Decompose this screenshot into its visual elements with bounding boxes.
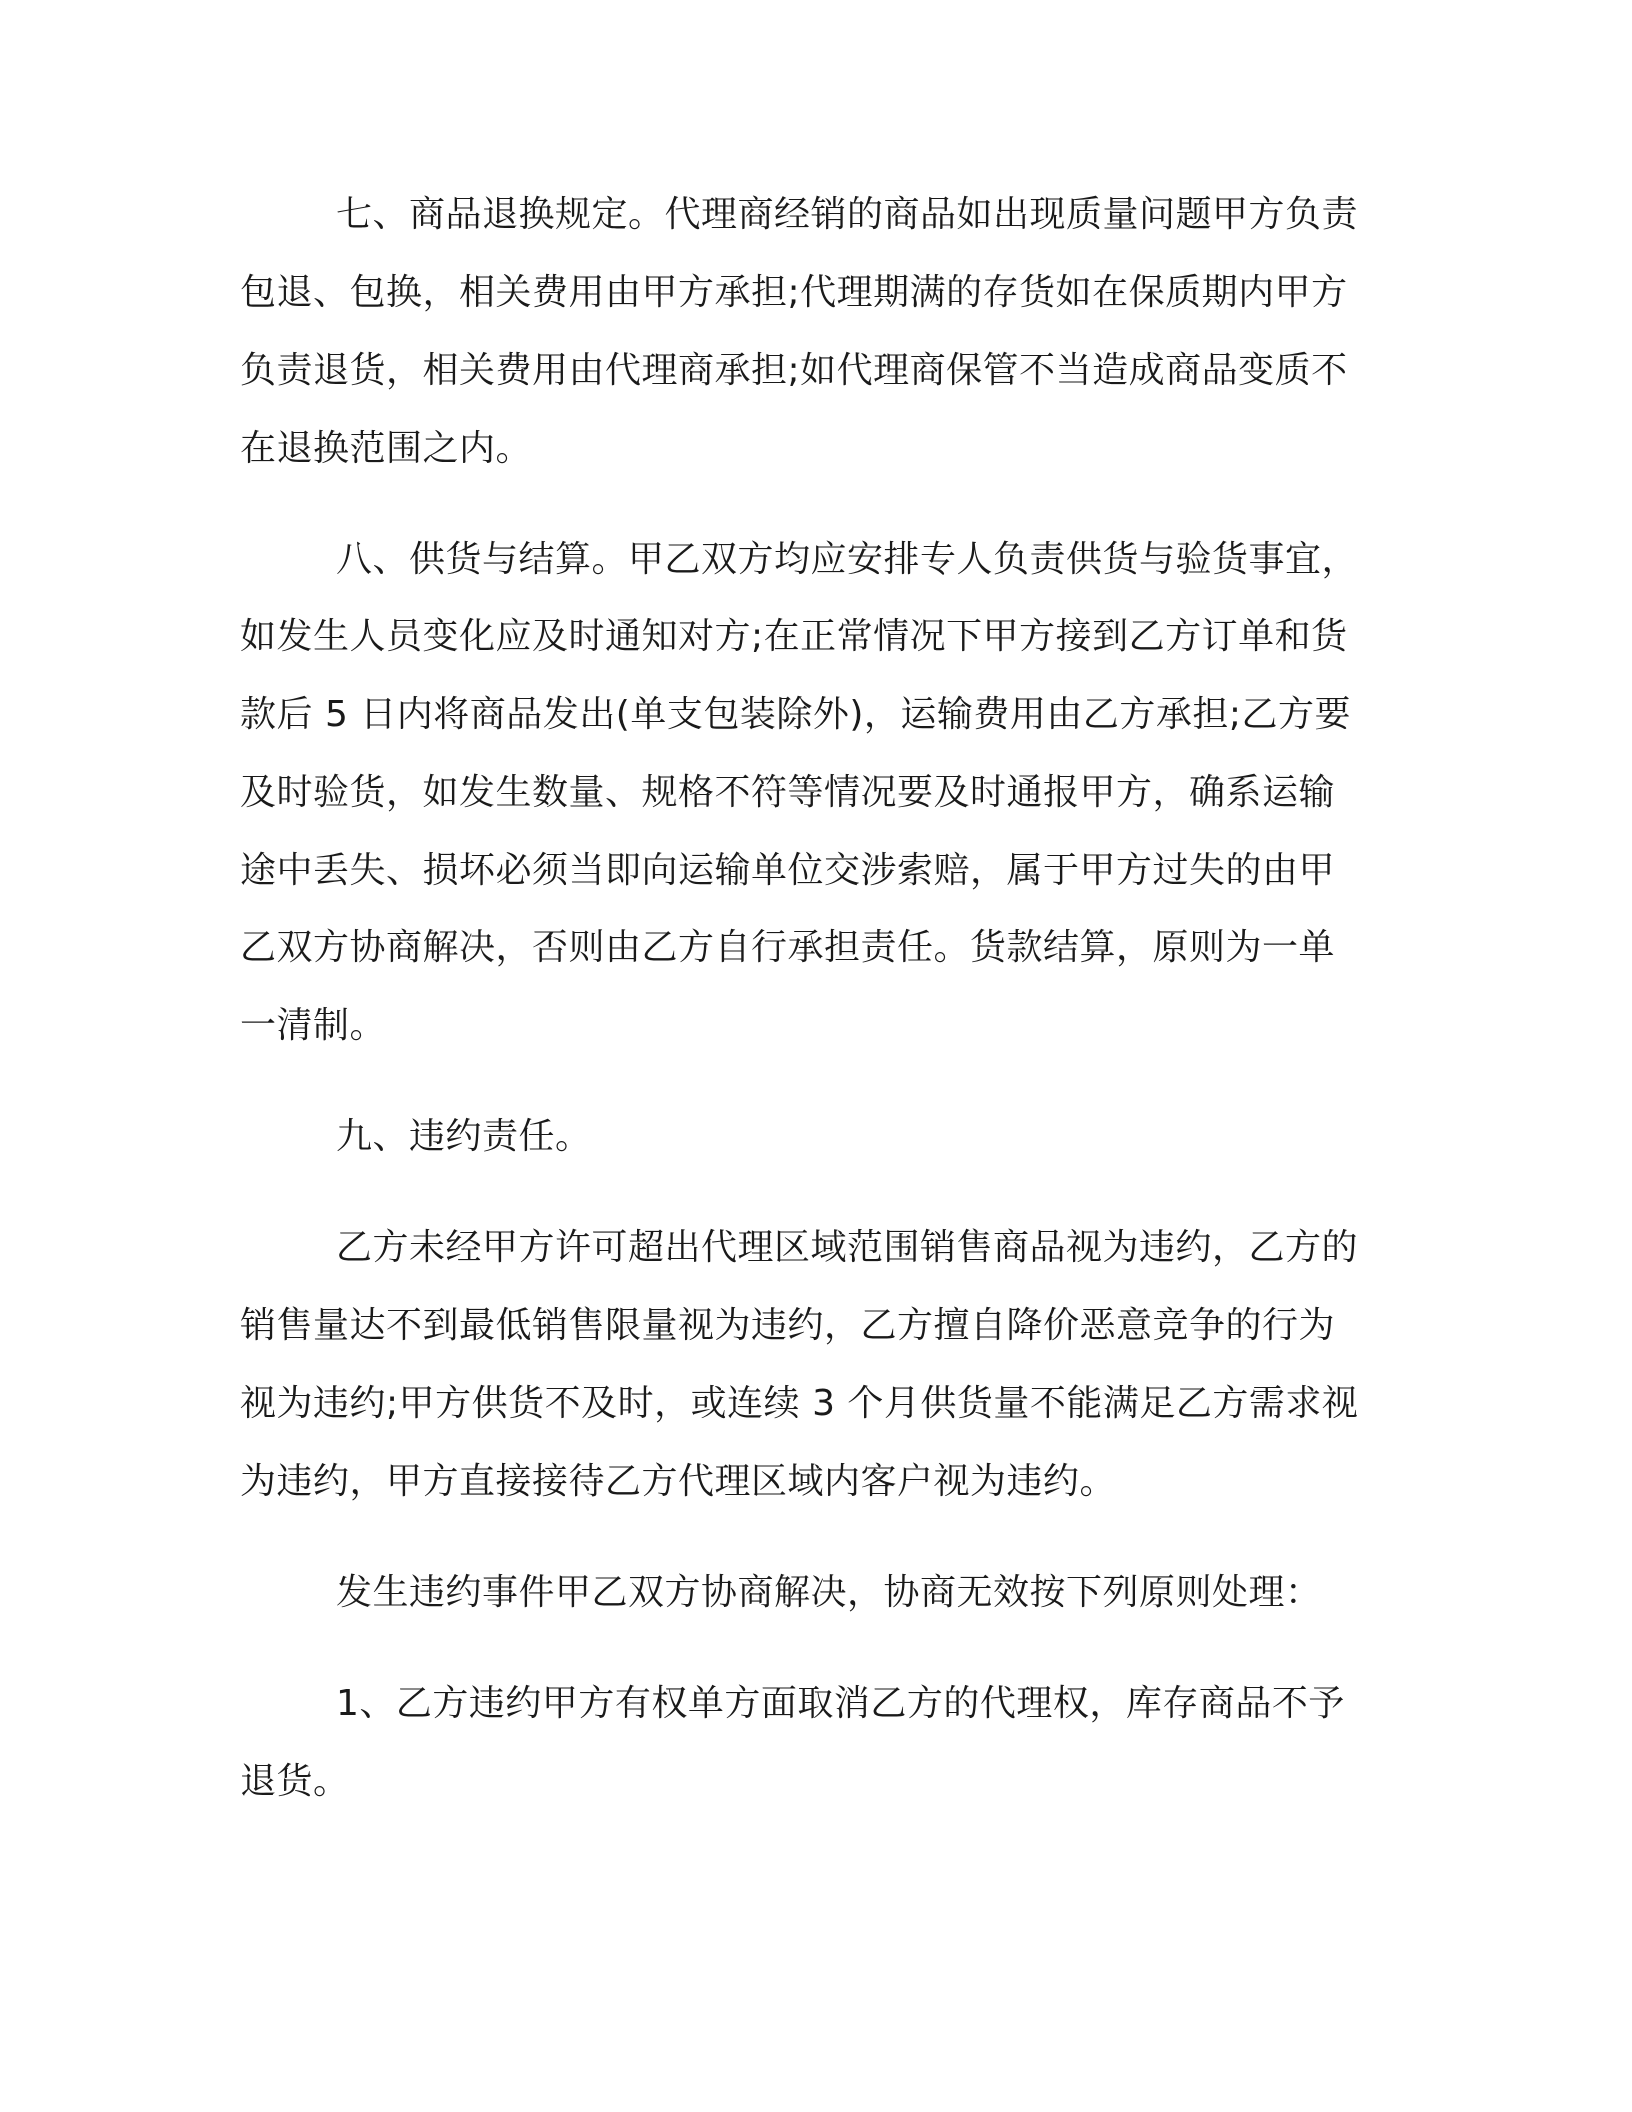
section-9-para2-line-1: 发生违约事件甲乙双方协商解决，协商无效按下列原则处理： [336,1572,1322,1613]
section-8-line-2: 如发生人员变化应及时通知对方;在正常情况下甲方接到乙方订单和货 [240,616,1348,657]
section-7-line-4: 在退换范围之内。 [240,428,533,469]
section-7-line-2: 包退、包换，相关费用由甲方承担;代理期满的存货如在保质期内甲方 [240,272,1348,313]
section-8-line-5: 途中丢失、损坏必须当即向运输单位交涉索赔，属于甲方过失的由甲 [240,850,1336,891]
section-9-item1-line-1: 1、乙方违约甲方有权单方面取消乙方的代理权，库存商品不予 [336,1683,1345,1724]
section-8-line-3: 款后 5 日内将商品发出(单支包装除外)，运输费用由乙方承担;乙方要 [240,694,1352,735]
section-8-line-6: 乙双方协商解决，否则由乙方自行承担责任。货款结算，原则为一单 [240,927,1336,968]
section-9-item1-line-2: 退货。 [240,1761,350,1802]
section-9-heading: 九、违约责任。 [336,1116,592,1157]
section-9-para1-line-1: 乙方未经甲方许可超出代理区域范围销售商品视为违约，乙方的 [336,1227,1359,1268]
section-9-para1-line-3: 视为违约;甲方供货不及时，或连续 3 个月供货量不能满足乙方需求视 [240,1383,1359,1424]
section-8-line-7: 一清制。 [240,1005,387,1046]
section-7-line-1: 七、商品退换规定。代理商经销的商品如出现质量问题甲方负责 [336,194,1359,235]
section-9-para1-line-2: 销售量达不到最低销售限量视为违约，乙方擅自降价恶意竞争的行为 [240,1305,1336,1346]
section-9-para1-line-4: 为违约，甲方直接接待乙方代理区域内客户视为违约。 [240,1461,1117,1502]
section-7-line-3: 负责退货，相关费用由代理商承担;如代理商保管不当造成商品变质不 [240,350,1348,391]
section-8-line-1: 八、供货与结算。甲乙双方均应安排专人负责供货与验货事宜， [336,539,1359,580]
section-8-line-4: 及时验货，如发生数量、规格不符等情况要及时通报甲方，确系运输 [240,772,1336,813]
